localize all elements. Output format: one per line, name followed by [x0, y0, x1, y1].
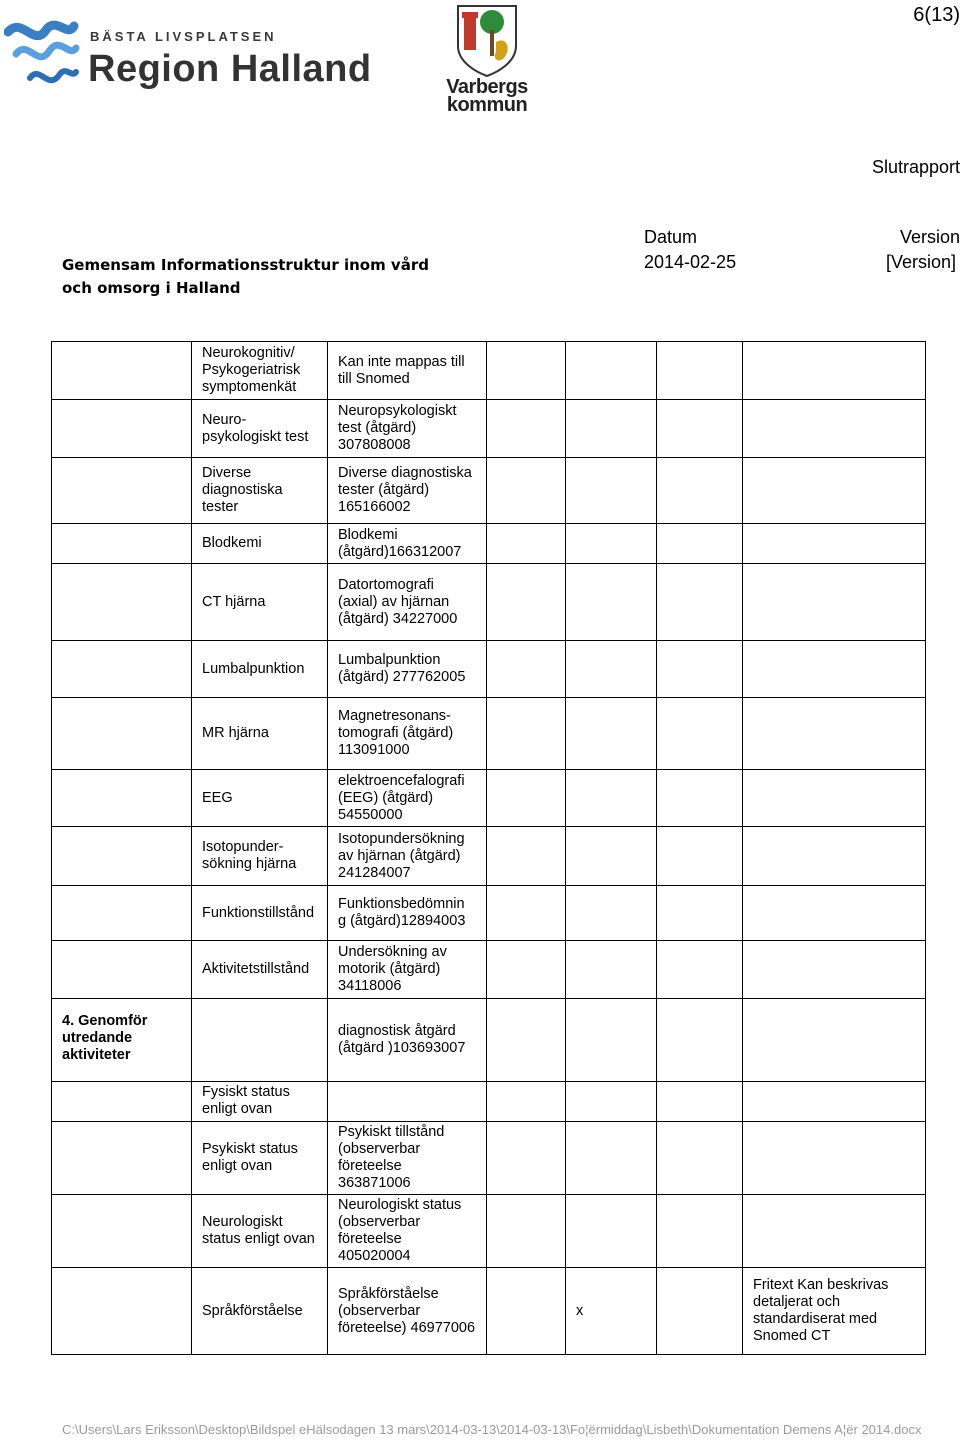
table-row [52, 1082, 926, 1122]
table-cell-step [52, 400, 192, 458]
table-cell-step [52, 641, 192, 698]
table-cell [487, 400, 566, 458]
region-halland-tagline: BÄSTA LIVSPLATSEN [90, 29, 277, 44]
table-cell [487, 698, 566, 770]
table-cell [487, 1082, 566, 1122]
table-cell-step [52, 1082, 192, 1122]
table-cell-comment [743, 886, 926, 941]
table-cell [657, 400, 743, 458]
footer-file-path: C:\Users\Lars Eriksson\Desktop\Bildspel eHälsodagen 13 mars\2014-03-13\2014-03-13\Fo¦ërmiddag\Lisbeth\Dokumentation Demens A¦ër 2014.docx [62, 1422, 922, 1437]
date-value: 2014-02-25 [644, 252, 737, 272]
page-number: 6(13) [913, 4, 960, 26]
table-cell [566, 941, 657, 999]
table-cell-term: Språkförståelse [192, 1268, 328, 1355]
table-cell [566, 1122, 657, 1195]
table-cell-comment [743, 458, 926, 524]
table-cell-snomed: Diverse diagnostiska tester (åtgärd) 165166002 [328, 458, 487, 524]
table-cell-step [52, 1268, 192, 1355]
table-cell [566, 458, 657, 524]
table-cell-snomed: Undersökning av motorik (åtgärd) 34118006 [328, 941, 487, 999]
report-title: Slutrapport [871, 157, 960, 177]
table-cell-step [52, 886, 192, 941]
table-cell-snomed: Blodkemi (åtgärd)166312007 [328, 524, 487, 564]
table-row [52, 641, 926, 698]
table-cell-step [52, 941, 192, 999]
table-cell-snomed: Kan inte mappas till till Snomed [328, 342, 487, 400]
table-cell [566, 827, 657, 886]
table-cell-step [52, 458, 192, 524]
table-cell [657, 941, 743, 999]
table-row [52, 941, 926, 999]
table-row [52, 564, 926, 641]
table-cell [487, 999, 566, 1082]
table-cell [566, 342, 657, 400]
table-cell [487, 941, 566, 999]
table-cell-snomed: Neuropsykologiskt test (åtgärd) 307808008 [328, 400, 487, 458]
table-cell [657, 524, 743, 564]
table-cell-snomed: Funktionsbedömnin g (åtgärd)12894003 [328, 886, 487, 941]
table-cell-comment [743, 770, 926, 827]
table-cell-comment [743, 564, 926, 641]
table-cell-term [192, 999, 328, 1082]
table-cell-comment [743, 641, 926, 698]
table-cell-term: CT hjärna [192, 564, 328, 641]
table-row [52, 698, 926, 770]
table-row [52, 342, 926, 400]
region-halland-wave-icon [4, 8, 84, 108]
table-cell [487, 1195, 566, 1268]
table-cell-term: Isotopunder-sökning hjärna [192, 827, 328, 886]
table-cell [657, 827, 743, 886]
table-cell-term: Fysiskt status enligt ovan [192, 1082, 328, 1122]
table-cell-term: Psykiskt status enligt ovan [192, 1122, 328, 1195]
table-row [52, 999, 926, 1082]
table-cell-snomed: Datortomografi (axial) av hjärnan (åtgärd) 34227000 [328, 564, 487, 641]
table-cell [566, 886, 657, 941]
table-row [52, 524, 926, 564]
table-cell-step [52, 827, 192, 886]
table-cell-term: Neurokognitiv/ Psykogeriatrisk symptomenkät [192, 342, 328, 400]
mapping-table [51, 341, 926, 1355]
table-cell [487, 770, 566, 827]
varbergs-kommun-wordmark [442, 78, 532, 114]
table-cell-comment [743, 827, 926, 886]
table-cell-term: Neurologiskt status enligt ovan [192, 1195, 328, 1268]
table-cell [657, 641, 743, 698]
table-row [52, 770, 926, 827]
varbergs-line: Varbergs [446, 76, 528, 98]
table-cell-term: EEG [192, 770, 328, 827]
table-cell-term: Neuro-psykologiskt test [192, 400, 328, 458]
table-cell [657, 1268, 743, 1355]
table-cell [566, 698, 657, 770]
table-row [52, 1122, 926, 1195]
table-cell [566, 999, 657, 1082]
table-cell-step [52, 564, 192, 641]
table-cell-step [52, 698, 192, 770]
table-cell [566, 770, 657, 827]
table-cell-comment [743, 941, 926, 999]
table-cell [487, 1122, 566, 1195]
table-cell-comment [743, 1082, 926, 1122]
region-halland-name: Region Halland [88, 48, 372, 90]
table-cell-snomed: Lumbalpunktion (åtgärd) 277762005 [328, 641, 487, 698]
table-row [52, 458, 926, 524]
table-cell [566, 524, 657, 564]
table-row [52, 886, 926, 941]
table-cell-comment [743, 400, 926, 458]
table-cell [566, 564, 657, 641]
table-cell-term: Blodkemi [192, 524, 328, 564]
kommun-line: kommun [446, 94, 528, 116]
table-cell [487, 564, 566, 641]
table-cell [657, 886, 743, 941]
table-cell [487, 886, 566, 941]
table-cell-term: Lumbalpunktion [192, 641, 328, 698]
table-cell-step [52, 770, 192, 827]
table-cell [657, 770, 743, 827]
table-cell-snomed: Isotopundersökning av hjärnan (åtgärd) 241284007 [328, 827, 487, 886]
table-cell-snomed: Språkförståelse (observerbar företeelse) 46977006 [328, 1268, 487, 1355]
table-row [52, 1268, 926, 1355]
table-cell-comment [743, 999, 926, 1082]
table-cell-step: 4. Genomför utredande aktiviteter [52, 999, 192, 1082]
table-cell-snomed: diagnostisk åtgärd (åtgärd )103693007 [328, 999, 487, 1082]
table-cell [657, 342, 743, 400]
table-cell [566, 641, 657, 698]
date-label: Datum [644, 227, 698, 247]
table-cell [487, 641, 566, 698]
table-cell-snomed: Magnetresonans-tomografi (åtgärd) 113091000 [328, 698, 487, 770]
version-value: [Version] [885, 252, 956, 272]
table-cell-comment [743, 342, 926, 400]
table-cell-comment [743, 524, 926, 564]
table-cell-comment [743, 1122, 926, 1195]
table-cell-comment: Fritext Kan beskrivas detaljerat och standardiserat med Snomed CT [743, 1268, 926, 1355]
table-cell-snomed: elektroencefalografi (EEG) (åtgärd) 54550000 [328, 770, 487, 827]
table-cell-term: Aktivitetstillstånd [192, 941, 328, 999]
table-row [52, 400, 926, 458]
table-cell [657, 999, 743, 1082]
table-cell-step [52, 1195, 192, 1268]
table-cell [487, 342, 566, 400]
table-cell [566, 1195, 657, 1268]
table-cell [657, 564, 743, 641]
table-cell-comment [743, 698, 926, 770]
table-cell-comment [743, 1195, 926, 1268]
table-cell [487, 827, 566, 886]
table-cell-term: Funktionstillstånd [192, 886, 328, 941]
table-cell [566, 400, 657, 458]
table-cell [657, 1195, 743, 1268]
table-cell [487, 524, 566, 564]
document-title-line-2: och omsorg i Halland [62, 279, 241, 297]
table-cell [566, 1082, 657, 1122]
table-cell-mark: x [566, 1268, 657, 1355]
table-cell-step [52, 1122, 192, 1195]
table-cell-snomed [328, 1082, 487, 1122]
table-cell [487, 458, 566, 524]
version-label: Version [899, 227, 960, 247]
table-cell [657, 1082, 743, 1122]
table-row [52, 1195, 926, 1268]
table-cell-term: MR hjärna [192, 698, 328, 770]
table-cell-term: Diverse diagnostiska tester [192, 458, 328, 524]
table-cell [657, 1122, 743, 1195]
table-cell [657, 698, 743, 770]
table-cell [657, 458, 743, 524]
table-cell [487, 1268, 566, 1355]
varberg-coat-of-arms-icon [440, 2, 540, 82]
table-cell-snomed: Neurologiskt status (observerbar företeelse 405020004 [328, 1195, 487, 1268]
table-cell-step [52, 342, 192, 400]
document-title-line-1: Gemensam Informationsstruktur inom vård [62, 256, 429, 274]
document-title [62, 254, 429, 300]
table-cell-snomed: Psykiskt tillstånd (observerbar företeelse 363871006 [328, 1122, 487, 1195]
table-cell-step [52, 524, 192, 564]
table-row [52, 827, 926, 886]
